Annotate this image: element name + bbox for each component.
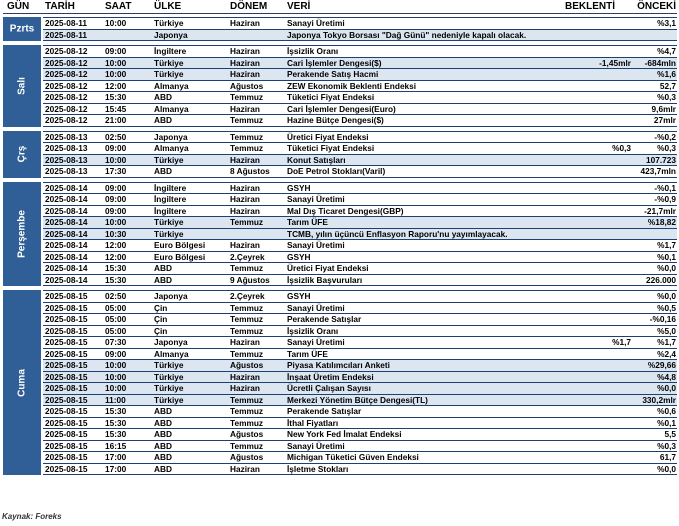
row-country: Japonya <box>154 29 188 40</box>
row-date: 2025-08-15 <box>45 348 88 359</box>
row-date: 2025-08-13 <box>45 143 88 153</box>
row-date: 2025-08-15 <box>45 383 88 393</box>
row-previous: -684mln <box>644 57 676 68</box>
row-previous: 27mlr <box>653 115 676 125</box>
table-row <box>43 155 677 167</box>
row-period: Haziran <box>230 383 260 393</box>
row-period: Temmuz <box>230 325 264 336</box>
table-row <box>43 229 677 241</box>
row-event: GSYH <box>287 251 311 262</box>
event-rows <box>43 17 677 41</box>
row-country: Türkiye <box>154 154 184 165</box>
row-previous: 107.723 <box>646 154 676 165</box>
row-period: Ağustos <box>230 360 264 370</box>
row-country: Türkiye <box>154 18 184 28</box>
row-country: Almanya <box>154 143 189 153</box>
row-date: 2025-08-12 <box>45 103 88 114</box>
row-time: 09:00 <box>105 205 127 216</box>
table-row <box>43 131 677 144</box>
row-country: ABD <box>154 274 172 285</box>
row-period: Temmuz <box>230 302 264 313</box>
row-event: Tarım ÜFE <box>287 217 328 227</box>
row-date: 2025-08-15 <box>45 325 88 336</box>
row-previous: %18,82 <box>647 217 676 227</box>
row-previous: -%0,1 <box>654 182 676 193</box>
row-country: ABD <box>154 115 172 125</box>
row-time: 15:30 <box>105 92 127 102</box>
row-event: Tüketici Fiyat Endeksi <box>287 92 375 102</box>
row-expected: %0,3 <box>612 143 631 153</box>
row-date: 2025-08-12 <box>45 69 88 79</box>
row-date: 2025-08-14 <box>45 194 88 204</box>
row-period: Ağustos <box>230 429 264 439</box>
row-time: 09:00 <box>105 182 127 193</box>
table-row <box>43 429 677 441</box>
row-event: Tarım ÜFE <box>287 348 328 359</box>
row-time: 16:15 <box>105 440 127 451</box>
day-group <box>3 131 677 178</box>
row-event: İşsizlik Oranı <box>287 46 339 56</box>
row-time: 21:00 <box>105 115 127 125</box>
header-date: TARİH <box>45 1 75 12</box>
row-previous: %0,0 <box>657 291 676 301</box>
row-country: Almanya <box>154 103 189 114</box>
row-period: Haziran <box>230 205 260 216</box>
row-country: ABD <box>154 463 172 474</box>
row-country: Euro Bölgesi <box>154 251 206 262</box>
row-date: 2025-08-11 <box>45 29 87 40</box>
table-row <box>43 263 677 275</box>
row-country: Türkiye <box>154 217 184 227</box>
row-date: 2025-08-12 <box>45 92 88 102</box>
day-group <box>3 290 677 475</box>
event-rows <box>43 290 677 475</box>
row-previous: %5,0 <box>657 325 676 336</box>
row-previous: 9,6mlr <box>651 103 676 114</box>
table-row <box>43 464 677 476</box>
row-country: İngiltere <box>154 46 187 56</box>
row-previous: %4,8 <box>657 371 676 382</box>
header-time: SAAT <box>105 1 132 12</box>
row-note: TCMB, yılın üçüncü Enflasyon Raporu'nu yayımlayacak. <box>287 228 508 239</box>
table-row <box>43 360 677 372</box>
row-event: İşsizlik Başvuruları <box>287 274 363 285</box>
row-date: 2025-08-14 <box>45 274 88 285</box>
row-time: 15:30 <box>105 429 127 439</box>
row-country: ABD <box>154 429 172 439</box>
row-date: 2025-08-15 <box>45 463 88 474</box>
row-time: 05:00 <box>105 302 127 313</box>
row-date: 2025-08-14 <box>45 228 88 239</box>
row-period: Haziran <box>230 57 260 68</box>
row-event: Sanayi Üretimi <box>287 337 345 347</box>
row-period: 8 Ağustos <box>230 166 270 176</box>
row-time: 12:00 <box>105 240 127 250</box>
row-country: Türkiye <box>154 228 184 239</box>
row-previous: %0,3 <box>657 143 676 153</box>
row-country: Japonya <box>154 291 188 301</box>
row-time: 10:00 <box>105 383 127 393</box>
row-event: Sanayi Üretimi <box>287 302 345 313</box>
table-row <box>43 104 677 116</box>
row-event: Konut Satışları <box>287 154 346 165</box>
table-row <box>43 143 677 155</box>
row-period: Haziran <box>230 69 260 79</box>
day-label: Cuma <box>16 368 28 397</box>
row-event: GSYH <box>287 182 311 193</box>
row-time: 10:00 <box>105 154 127 165</box>
table-row <box>43 58 677 70</box>
row-country: ABD <box>154 166 172 176</box>
row-period: Temmuz <box>230 263 264 273</box>
row-event: İşletme Stokları <box>287 463 349 474</box>
row-period: Temmuz <box>230 92 264 102</box>
row-previous: %1,6 <box>657 69 676 79</box>
row-time: 10:00 <box>105 371 127 382</box>
row-country: ABD <box>154 406 172 416</box>
row-event: İşsizlik Oranı <box>287 325 339 336</box>
header-period: DÖNEM <box>230 1 268 12</box>
row-time: 15:45 <box>105 103 127 114</box>
row-period: Haziran <box>230 371 260 382</box>
row-previous: %1,7 <box>657 240 676 250</box>
day-group <box>3 17 677 41</box>
event-rows <box>43 45 677 127</box>
table-row <box>43 30 677 42</box>
row-previous: %0,6 <box>657 406 676 416</box>
row-previous: -%0,2 <box>654 131 676 142</box>
row-country: İngiltere <box>154 205 187 216</box>
row-time: 02:50 <box>105 131 127 142</box>
row-event: Perakende Satışlar <box>287 314 362 324</box>
row-country: ABD <box>154 452 172 462</box>
row-period: Temmuz <box>230 115 264 125</box>
row-date: 2025-08-12 <box>45 46 88 56</box>
day-label: Salı <box>16 76 28 95</box>
header-previous: ÖNCEKİ <box>637 1 676 12</box>
row-previous: %29,66 <box>647 360 676 370</box>
row-event: İnşaat Üretim Endeksi <box>287 371 374 382</box>
day-label: Çrş <box>16 145 28 163</box>
row-date: 2025-08-15 <box>45 302 88 313</box>
row-date: 2025-08-15 <box>45 360 88 370</box>
row-country: Çin <box>154 314 168 324</box>
row-period: Temmuz <box>230 406 264 416</box>
row-period: Haziran <box>230 103 260 114</box>
day-column <box>3 45 41 127</box>
row-date: 2025-08-15 <box>45 452 88 462</box>
row-time: 09:00 <box>105 348 127 359</box>
row-time: 10:00 <box>105 57 127 68</box>
row-previous: 226.000 <box>646 274 676 285</box>
row-period: Temmuz <box>230 348 264 359</box>
row-period: 2.Çeyrek <box>230 251 265 262</box>
row-time: 09:00 <box>105 143 127 153</box>
row-date: 2025-08-12 <box>45 80 88 91</box>
row-period: Haziran <box>230 46 260 56</box>
row-event: Sanayi Üretimi <box>287 194 345 204</box>
row-date: 2025-08-15 <box>45 337 88 347</box>
row-date: 2025-08-14 <box>45 217 88 227</box>
row-country: Japonya <box>154 337 188 347</box>
table-row <box>43 383 677 395</box>
row-event: GSYH <box>287 291 311 301</box>
row-event: DoE Petrol Stokları(Varil) <box>287 166 386 176</box>
event-rows <box>43 182 677 287</box>
row-period: Haziran <box>230 154 260 165</box>
row-note: Japonya Tokyo Borsası "Dağ Günü" nedeniyle kapalı olacak. <box>287 29 527 40</box>
row-previous: %0,3 <box>657 440 676 451</box>
row-time: 09:00 <box>105 194 127 204</box>
table-row <box>43 17 677 30</box>
row-period: Ağustos <box>230 80 264 91</box>
table-row <box>43 69 677 81</box>
header-expected: BEKLENTİ <box>565 1 615 12</box>
row-date: 2025-08-15 <box>45 371 88 382</box>
day-column <box>3 182 41 287</box>
row-event: Hazine Bütçe Dengesi($) <box>287 115 384 125</box>
header-day: GÜN <box>7 1 30 12</box>
row-time: 10:00 <box>105 69 127 79</box>
row-country: ABD <box>154 263 172 273</box>
row-country: Türkiye <box>154 394 184 405</box>
row-event: Michigan Tüketici Güven Endeksi <box>287 452 419 462</box>
row-previous: %0,1 <box>657 417 676 428</box>
table-row <box>43 115 677 127</box>
row-time: 10:00 <box>105 18 127 28</box>
table-row <box>43 45 677 58</box>
row-time: 15:30 <box>105 417 127 428</box>
row-country: ABD <box>154 417 172 428</box>
day-label: Perşembe <box>16 209 28 258</box>
row-country: Japonya <box>154 131 188 142</box>
row-period: Haziran <box>230 18 260 28</box>
row-country: Çin <box>154 325 168 336</box>
row-time: 17:00 <box>105 463 127 474</box>
row-time: 15:30 <box>105 406 127 416</box>
table-row <box>43 217 677 229</box>
row-country: Türkiye <box>154 360 184 370</box>
row-event: Üretici Fiyat Endeksi <box>287 131 369 142</box>
row-country: Çin <box>154 302 168 313</box>
row-previous: %2,4 <box>657 348 676 359</box>
row-country: Almanya <box>154 348 189 359</box>
row-previous: %0,0 <box>657 463 676 474</box>
row-period: Temmuz <box>230 417 264 428</box>
row-time: 05:00 <box>105 314 127 324</box>
row-event: Piyasa Katılımcıları Anketi <box>287 360 390 370</box>
row-previous: 52,7 <box>659 80 676 91</box>
row-period: Temmuz <box>230 314 264 324</box>
row-time: 17:30 <box>105 166 127 176</box>
row-time: 17:00 <box>105 452 127 462</box>
row-time: 07:30 <box>105 337 127 347</box>
table-row <box>43 406 677 418</box>
table-row <box>43 452 677 464</box>
row-previous: %3,1 <box>657 18 676 28</box>
row-date: 2025-08-15 <box>45 406 88 416</box>
row-event: Sanayi Üretimi <box>287 18 345 28</box>
row-date: 2025-08-14 <box>45 182 88 193</box>
source-note: Kaynak: Foreks <box>2 512 62 521</box>
row-date: 2025-08-14 <box>45 263 88 273</box>
row-expected: -1,45mlr <box>599 57 631 68</box>
row-event: New York Fed İmalat Endeksi <box>287 429 402 439</box>
row-period: Temmuz <box>230 394 264 405</box>
row-period: Haziran <box>230 240 260 250</box>
table-row <box>43 182 677 195</box>
row-country: Euro Bölgesi <box>154 240 206 250</box>
row-date: 2025-08-12 <box>45 57 88 68</box>
row-previous: %0,5 <box>657 302 676 313</box>
table-row <box>43 395 677 407</box>
row-time: 15:30 <box>105 263 127 273</box>
day-column <box>3 131 41 178</box>
day-label: Pzrts <box>9 23 35 35</box>
day-column <box>3 290 41 475</box>
row-period: Haziran <box>230 337 260 347</box>
row-time: 10:00 <box>105 217 127 227</box>
row-time: 12:00 <box>105 251 127 262</box>
table-row <box>43 418 677 430</box>
row-period: 9 Ağustos <box>230 274 270 285</box>
row-event: Üretici Fiyat Endeksi <box>287 263 369 273</box>
row-period: Temmuz <box>230 143 264 153</box>
row-event: Tüketici Fiyat Endeksi <box>287 143 375 153</box>
table-row <box>43 349 677 361</box>
row-previous: 5,5 <box>664 429 676 439</box>
row-previous: %0,1 <box>657 251 676 262</box>
table-row <box>43 337 677 349</box>
row-previous: %0,0 <box>657 383 676 393</box>
row-event: Sanayi Üretimi <box>287 440 345 451</box>
table-row <box>43 441 677 453</box>
row-date: 2025-08-15 <box>45 429 88 439</box>
row-date: 2025-08-14 <box>45 251 88 262</box>
row-event: Cari İşlemler Dengesi(Euro) <box>287 103 396 114</box>
table-row <box>43 92 677 104</box>
row-period: Ağustos <box>230 452 264 462</box>
row-previous: 61,7 <box>659 452 676 462</box>
header-country: ÜLKE <box>154 1 182 12</box>
table-row <box>43 166 677 178</box>
row-date: 2025-08-15 <box>45 291 88 301</box>
row-country: İngiltere <box>154 182 187 193</box>
row-event: Perakende Satış Hacmi <box>287 69 379 79</box>
day-group <box>3 45 677 127</box>
header-event: VERİ <box>287 1 311 12</box>
row-time: 11:00 <box>105 394 126 405</box>
row-date: 2025-08-14 <box>45 205 88 216</box>
row-country: Türkiye <box>154 57 184 68</box>
row-previous: %1,7 <box>657 337 676 347</box>
row-previous: -21,7mlr <box>644 205 676 216</box>
row-time: 10:30 <box>105 228 127 239</box>
row-date: 2025-08-13 <box>45 166 88 176</box>
day-group <box>3 182 677 287</box>
row-event: Perakende Satışlar <box>287 406 362 416</box>
row-period: Haziran <box>230 463 260 474</box>
row-period: Temmuz <box>230 440 264 451</box>
row-previous: 423,7mln <box>640 166 676 176</box>
row-country: İngiltere <box>154 194 187 204</box>
row-event: Cari İşlemler Dengesi($) <box>287 57 382 68</box>
row-event: İthal Fiyatları <box>287 417 339 428</box>
row-event: Sanayi Üretimi <box>287 240 345 250</box>
row-date: 2025-08-11 <box>45 18 87 28</box>
row-event: Merkezi Yönetim Bütçe Dengesi(TL) <box>287 394 428 405</box>
row-date: 2025-08-12 <box>45 115 88 125</box>
table-row <box>43 252 677 264</box>
row-country: ABD <box>154 440 172 451</box>
row-country: ABD <box>154 92 172 102</box>
row-period: Temmuz <box>230 217 264 227</box>
table-row <box>43 240 677 252</box>
row-country: Türkiye <box>154 69 184 79</box>
row-previous: %4,7 <box>657 46 676 56</box>
table-row <box>43 303 677 315</box>
row-previous: 330,2mlr <box>642 394 676 405</box>
table-row <box>43 194 677 206</box>
row-date: 2025-08-15 <box>45 417 88 428</box>
row-time: 12:00 <box>105 80 127 91</box>
row-event: ZEW Ekonomik Beklenti Endeksi <box>287 80 417 91</box>
row-expected: %1,7 <box>612 337 631 347</box>
row-country: Türkiye <box>154 371 184 382</box>
row-time: 15:30 <box>105 274 127 285</box>
event-rows <box>43 131 677 178</box>
table-row <box>43 81 677 93</box>
row-date: 2025-08-13 <box>45 131 88 142</box>
row-date: 2025-08-15 <box>45 394 88 405</box>
table-row <box>43 372 677 384</box>
row-period: Haziran <box>230 194 260 204</box>
row-period: Temmuz <box>230 131 264 142</box>
table-row <box>43 275 677 287</box>
row-event: Ücretli Çalışan Sayısı <box>287 383 371 393</box>
row-country: Almanya <box>154 80 189 91</box>
table-row <box>43 206 677 218</box>
row-previous: %0,0 <box>657 263 676 273</box>
row-date: 2025-08-15 <box>45 440 88 451</box>
row-time: 02:50 <box>105 291 127 301</box>
row-event: Mal Dış Ticaret Dengesi(GBP) <box>287 205 404 216</box>
row-date: 2025-08-14 <box>45 240 88 250</box>
economic-calendar <box>3 0 677 475</box>
row-time: 10:00 <box>105 360 127 370</box>
table-header <box>3 0 677 14</box>
row-country: Türkiye <box>154 383 184 393</box>
row-time: 05:00 <box>105 325 127 336</box>
table-row <box>43 290 677 303</box>
table-row <box>43 314 677 326</box>
row-date: 2025-08-13 <box>45 154 88 165</box>
row-previous: -%0,16 <box>649 314 676 324</box>
row-time: 09:00 <box>105 46 127 56</box>
row-period: 2.Çeyrek <box>230 291 265 301</box>
row-date: 2025-08-15 <box>45 314 88 324</box>
row-period: Haziran <box>230 182 260 193</box>
row-previous: %0,3 <box>657 92 676 102</box>
table-row <box>43 326 677 338</box>
day-column <box>3 17 41 41</box>
row-previous: -%0,9 <box>654 194 676 204</box>
